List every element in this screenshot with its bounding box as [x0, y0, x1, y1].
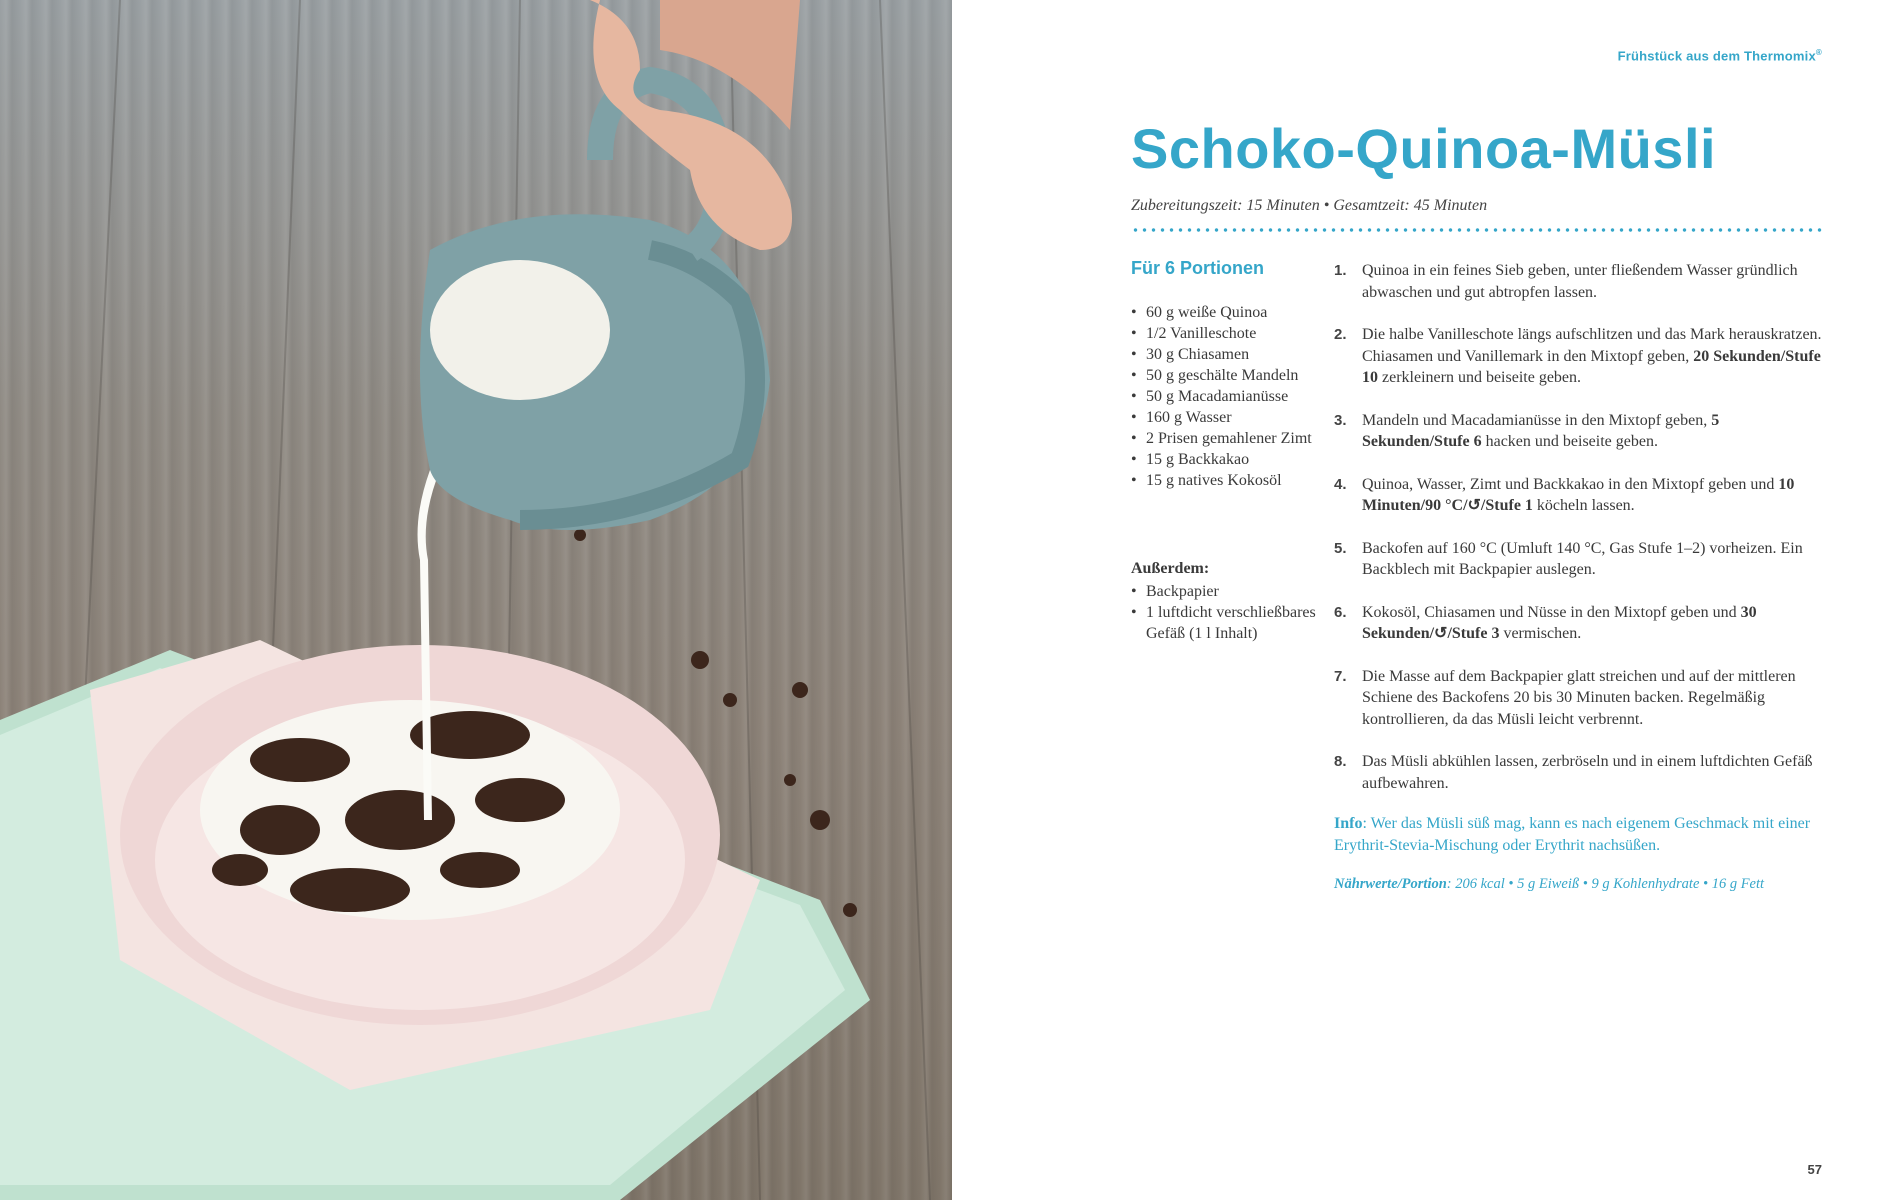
nutrition-info: [1334, 876, 1834, 893]
step-text: Kokosöl, Chiasamen und Nüsse in den Mixtopf geben und: [1362, 603, 1741, 621]
instruction-step: [1334, 324, 1826, 389]
instruction-step: [1334, 538, 1826, 581]
step-number: 8.: [1334, 753, 1347, 770]
step-text: Das Müsli abkühlen lassen, zerbröseln und in einem luftdichten Gefäß aufbewahren.: [1362, 753, 1813, 792]
ingredient-item: • 30 g Chiasamen: [1131, 344, 1316, 365]
step-setting: 10 Minuten/90 °C/: [1362, 475, 1795, 514]
preparation-times: Zubereitungszeit: 15 Minuten • Gesamtzeit: 45 Minuten: [1131, 197, 1488, 214]
ingredient-item: • 15 g natives Kokosöl: [1131, 470, 1316, 491]
info-text: : Wer das Müsli süß mag, kann es nach eigenem Geschmack mit einer Erythrit-Stevia-Mischung oder Erythrit nachsüßen.: [1334, 815, 1811, 854]
step-setting: ↺: [1467, 497, 1481, 514]
step-number: 7.: [1334, 667, 1347, 685]
instruction-step: [1334, 410, 1826, 453]
step-number: 1.: [1334, 262, 1347, 279]
step-setting: 5 Sekunden/Stufe 6: [1362, 411, 1720, 450]
step-text: Mandeln und Macadamianüsse in den Mixtopf geben,: [1362, 411, 1712, 429]
servings-heading: Für 6 Portionen: [1131, 258, 1265, 278]
instruction-steps: [1334, 260, 1826, 815]
extras-heading: Außerdem:: [1131, 560, 1210, 577]
step-setting: 30 Sekunden/: [1362, 603, 1757, 642]
extras-item: • Backpapier: [1131, 581, 1316, 602]
ingredient-item: • 160 g Wasser: [1131, 407, 1316, 428]
instruction-step: [1334, 751, 1826, 794]
step-number: 5.: [1334, 539, 1347, 557]
recipe-title: Schoko-Quinoa-Müsli: [1131, 117, 1717, 180]
instruction-step: [1334, 666, 1826, 731]
step-text: Backofen auf 160 °C (Umluft 140 °C, Gas Stufe 1–2) vorheizen. Ein Backblech mit Backpapier auslegen.: [1362, 539, 1803, 578]
instruction-step: [1334, 602, 1826, 645]
step-number: 6.: [1334, 603, 1347, 621]
step-text: vermischen.: [1499, 625, 1582, 642]
ingredient-item: • 2 Prisen gemahlener Zimt: [1131, 428, 1316, 449]
ingredient-item: • 1/2 Vanilleschote: [1131, 323, 1316, 344]
nutrition-label: Nährwerte/Portion: [1334, 876, 1447, 892]
info-note: [1334, 813, 1826, 856]
step-text: Quinoa in ein feines Sieb geben, unter fließendem Wasser gründlich abwaschen und gut abtropfen lassen.: [1362, 262, 1798, 301]
extras-item: • 1 luftdicht verschließbares Gefäß (1 l Inhalt): [1131, 602, 1316, 644]
instruction-step: [1334, 474, 1826, 517]
ingredient-item: • 15 g Backkakao: [1131, 449, 1316, 470]
ingredient-item: • 50 g Macadamianüsse: [1131, 386, 1316, 407]
step-text: hacken und beiseite geben.: [1481, 433, 1658, 450]
step-number: 3.: [1334, 411, 1347, 429]
page-number: 57: [1807, 1162, 1822, 1177]
instruction-step: [1334, 260, 1826, 303]
dotted-divider: [1131, 228, 1823, 232]
ingredient-item: • 50 g geschälte Mandeln: [1131, 365, 1316, 386]
step-text: Die Masse auf dem Backpapier glatt streichen und auf der mittleren Schiene des Backofens 20 bis 30 Minuten backen. Regelmäßig kontrollieren, da das Müsli leicht verbrennt.: [1362, 667, 1796, 728]
extras-list: [1131, 581, 1316, 644]
step-setting: /Stufe 3: [1447, 625, 1500, 642]
step-text: Die halbe Vanilleschote längs aufschlitzen und das Mark herauskratzen. Chiasamen und Vanillemark in den Mixtopf geben,: [1362, 326, 1822, 365]
ingredient-item: • 60 g weiße Quinoa: [1131, 302, 1316, 323]
step-setting: /Stufe 1: [1480, 497, 1533, 514]
trademark-symbol: ®: [1815, 48, 1822, 57]
step-setting: 20 Sekunden/Stufe 10: [1362, 347, 1821, 386]
step-text: Quinoa, Wasser, Zimt und Backkakao in den Mixtopf geben und: [1362, 475, 1779, 493]
ingredient-list: [1131, 302, 1316, 491]
step-number: 4.: [1334, 475, 1347, 493]
step-text: zerkleinern und beiseite geben.: [1378, 369, 1582, 386]
step-number: 2.: [1334, 326, 1347, 343]
step-setting: ↺: [1434, 625, 1448, 642]
info-label: Info: [1334, 815, 1363, 832]
section-header-text: Frühstück aus dem Thermomix: [1617, 48, 1816, 64]
section-header: [1618, 48, 1822, 63]
nutrition-text: : 206 kcal • 5 g Eiweiß • 9 g Kohlenhydrate • 16 g Fett: [1446, 876, 1765, 892]
step-text: köcheln lassen.: [1532, 497, 1635, 514]
